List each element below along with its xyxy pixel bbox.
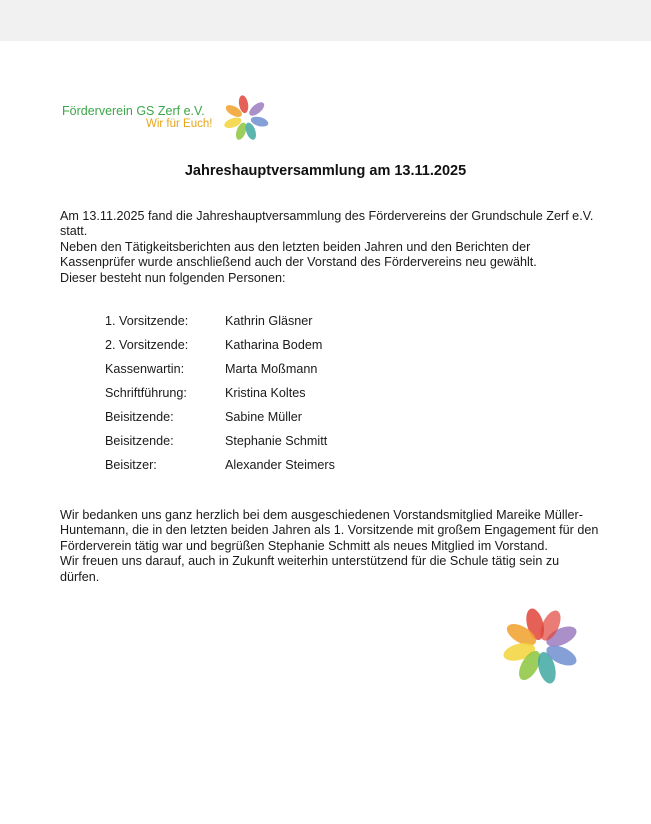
intro-paragraph-1: Am 13.11.2025 fand die Jahreshauptversammlung des Fördervereins der Grundschule Zerf e.V. statt. <box>60 209 594 239</box>
member-name: Kathrin Gläsner <box>225 314 313 328</box>
member-role: 1. Vorsitzende: <box>105 314 189 328</box>
intro-paragraph-3: Dieser besteht nun folgenden Personen: <box>60 270 286 285</box>
closing-text <box>60 508 600 585</box>
list-item <box>105 313 335 337</box>
member-role: Beisitzer: <box>105 458 157 472</box>
colorful-hands-icon <box>218 90 274 146</box>
member-name: Alexander Steimers <box>225 458 335 472</box>
list-item <box>105 409 335 433</box>
document-page <box>0 41 651 824</box>
logo <box>62 90 282 146</box>
member-role: 2. Vorsitzende: <box>105 338 189 352</box>
list-item <box>105 337 335 361</box>
colorful-hands-icon <box>496 601 586 691</box>
member-name: Sabine Müller <box>225 410 303 424</box>
logo-name: Förderverein GS Zerf e.V. <box>62 104 205 118</box>
list-item <box>105 457 335 481</box>
logo-slogan: Wir für Euch! <box>146 118 213 130</box>
closing-paragraph-2: Wir freuen uns darauf, auch in Zukunft weiterhin unterstützend für die Schule tätig sein zu dürfen. <box>60 554 560 584</box>
member-role: Beisitzende: <box>105 434 174 448</box>
closing-paragraph-1: Wir bedanken uns ganz herzlich bei dem ausgeschiedenen Vorstandsmitglied Mareike Müller-Huntemann, die in den letzten beiden Jahren als 1. Vorsitzende mit großem Engagement für den Förderverein tätig war und begrüßen Stephanie Schmitt als neues Mitglied im Vorstand. <box>60 508 599 553</box>
intro-text <box>60 209 600 286</box>
list-item <box>105 361 335 385</box>
board-members-list <box>105 313 335 481</box>
member-role: Kassenwartin: <box>105 362 185 376</box>
page-title: Jahreshauptversammlung am 13.11.2025 <box>184 163 467 179</box>
member-name: Marta Moßmann <box>225 362 318 376</box>
member-name: Katharina Bodem <box>225 338 323 352</box>
member-name: Stephanie Schmitt <box>225 434 328 448</box>
member-name: Kristina Koltes <box>225 386 306 400</box>
member-role: Beisitzende: <box>105 410 174 424</box>
member-role: Schriftführung: <box>105 386 187 400</box>
list-item <box>105 433 335 457</box>
list-item <box>105 385 335 409</box>
intro-paragraph-2: Neben den Tätigkeitsberichten aus den letzten beiden Jahren und den Berichten der Kassenprüfer wurde anschließend auch der Vorstand des Fördervereins neu gewählt. <box>60 239 537 270</box>
